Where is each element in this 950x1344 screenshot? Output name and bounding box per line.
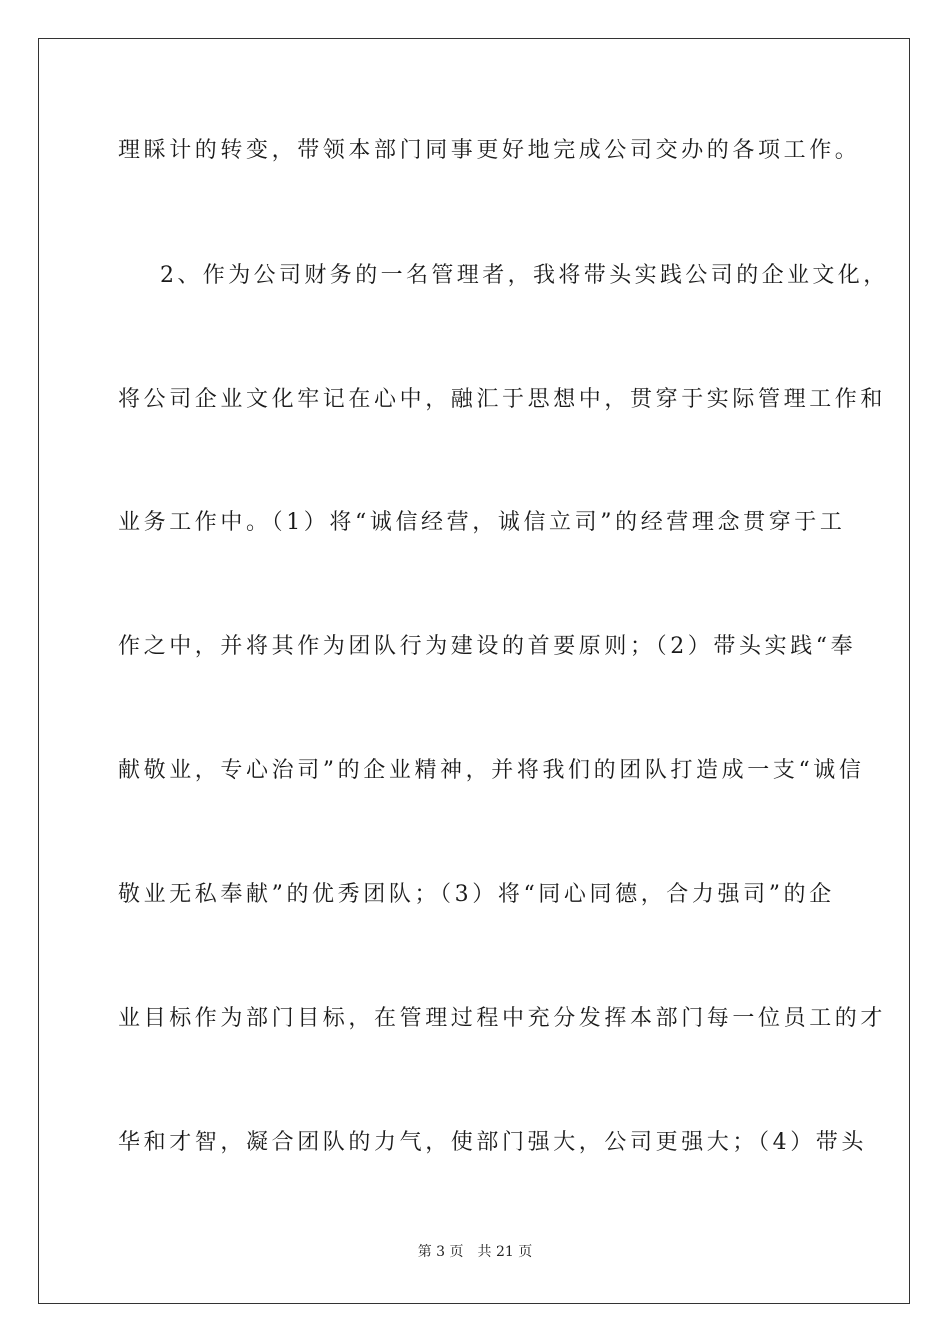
page-total: 共 21 页 <box>477 1244 533 1260</box>
body-text-line-3: 将公司企业文化牢记在心中，融汇于思想中，贯穿于实际管理工作和 <box>118 387 887 412</box>
body-text-line-6: 献敬业，专心治司”的企业精神，并将我们的团队打造成一支“诚信 <box>118 758 865 783</box>
page-number: 第 3 页 <box>417 1244 464 1260</box>
body-text-line-4: 业务工作中。（1）将“诚信经营，诚信立司”的经营理念贯穿于工 <box>118 510 846 535</box>
body-text-line-8: 业目标作为部门目标，在管理过程中充分发挥本部门每一位员工的才 <box>118 1006 887 1031</box>
body-text-line-9: 华和才智，凝合团队的力气，使部门强大，公司更强大；（4）带头 <box>118 1130 867 1155</box>
body-text-line-5: 作之中，并将其作为团队行为建设的首要原则；（2）带头实践“奉 <box>118 634 857 659</box>
body-text-line-7: 敬业无私奉献”的优秀团队；（3）将“同心同德，合力强司”的企 <box>118 882 835 907</box>
page-footer <box>0 1243 950 1261</box>
page-border <box>38 38 910 1304</box>
body-text-line-2: 2、作为公司财务的一名管理者，我将带头实践公司的企业文化， <box>160 263 889 288</box>
body-text-line-1: 理睬计的转变，带领本部门同事更好地完成公司交办的各项工作。 <box>118 138 861 163</box>
